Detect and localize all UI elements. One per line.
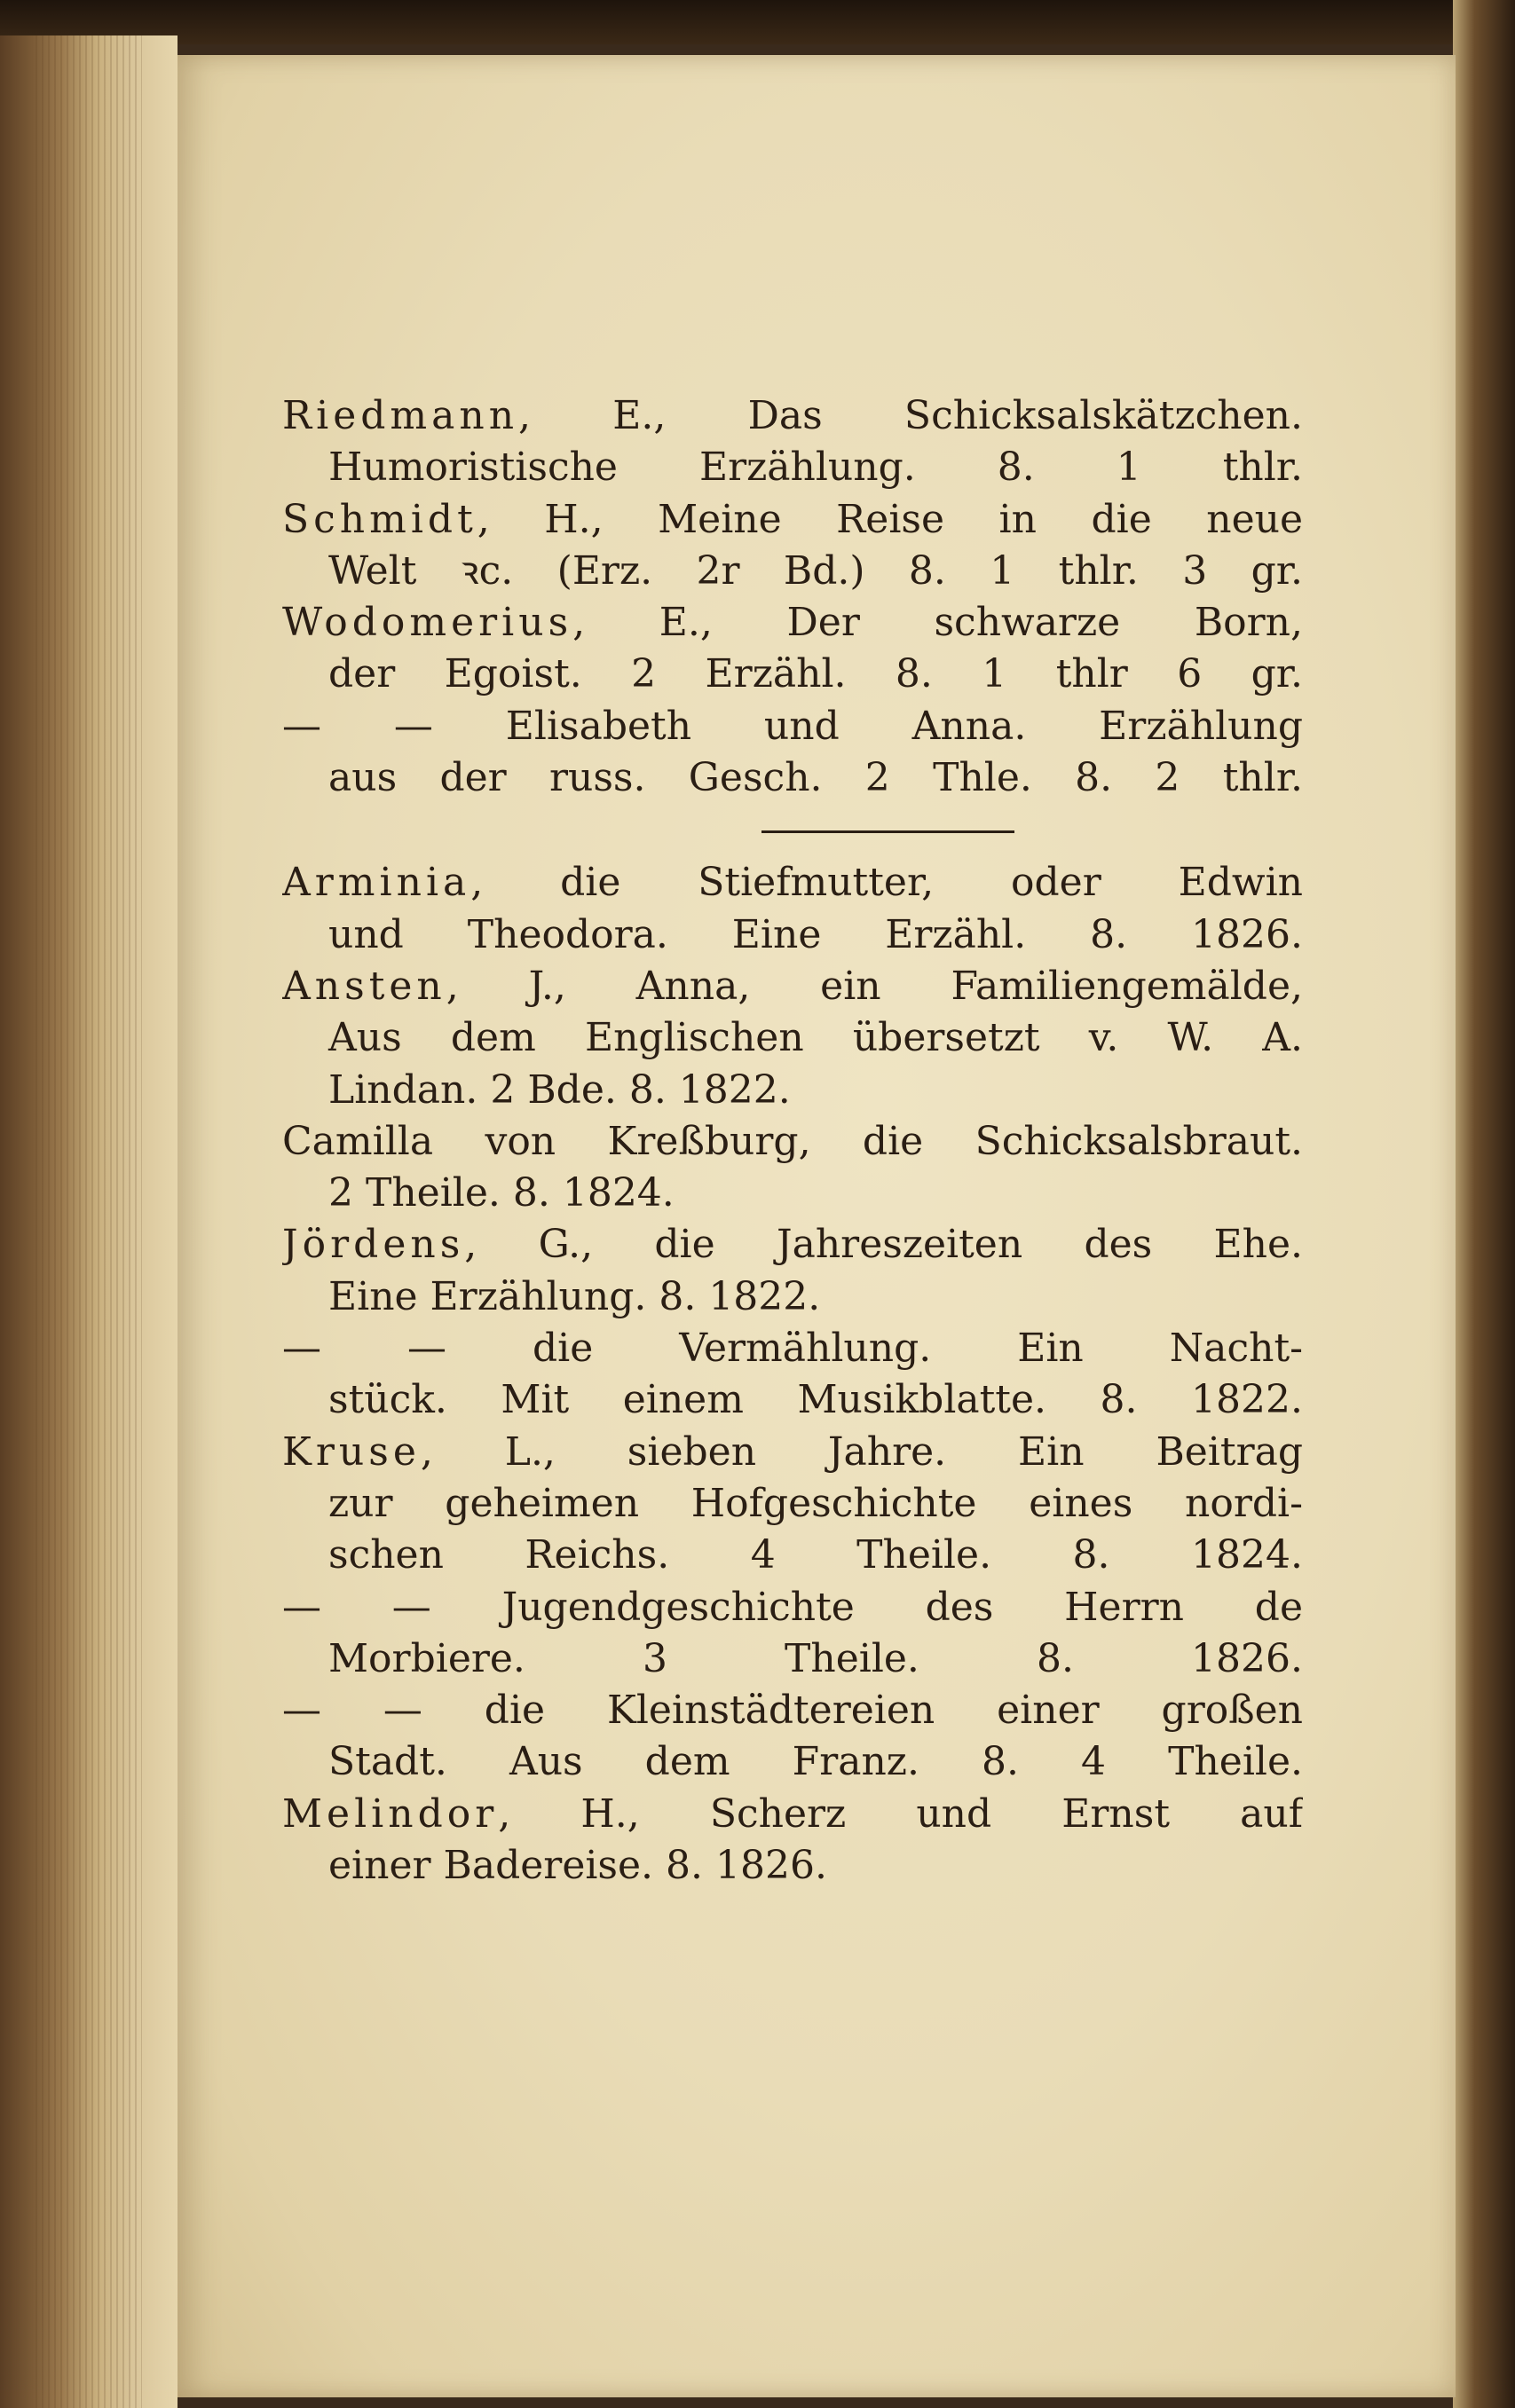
entry-line: [282, 1012, 1303, 1064]
entry-text: , E., Das Schicksalskätzchen.: [518, 393, 1303, 438]
entry-text: , die Stiefmutter, oder Edwin: [470, 860, 1303, 906]
author-name: Schmidt: [282, 496, 477, 542]
entry-line: [282, 1116, 1303, 1168]
entry-text: Eine Erzählung. 8. 1822.: [328, 1273, 821, 1319]
entry-text: und Theodora. Eine Erzähl. 8. 1826.: [328, 911, 1303, 957]
entry-text: Morbiere. 3 Theile. 8. 1826.: [328, 1635, 1303, 1681]
entry-line: [282, 494, 1303, 546]
catalog-entry: [282, 1789, 1303, 1893]
entry-line: [282, 1323, 1303, 1374]
catalog-entry: [282, 1427, 1303, 1582]
author-name: Wodomerius: [282, 600, 573, 646]
entry-line: [282, 909, 1303, 961]
author-name: Arminia: [282, 860, 471, 906]
entry-text: , G., die Jahreszeiten des Ehe.: [464, 1222, 1303, 1268]
entry-line: [282, 1789, 1303, 1840]
scan-background-top: [0, 0, 1515, 44]
entry-text: Humoristische Erzählung. 8. 1 thlr.: [328, 445, 1303, 491]
entry-text: Lindan. 2 Bde. 8. 1822.: [328, 1066, 791, 1113]
entry-line: [282, 1633, 1303, 1685]
entry-line: [282, 442, 1303, 493]
entry-line: [282, 701, 1303, 752]
entry-text: — — Jugendgeschichte des Herrn de: [282, 1584, 1303, 1630]
catalog-entry: [282, 1582, 1303, 1686]
entry-text: der Egoist. 2 Erzähl. 8. 1 thlr 6 gr.: [328, 651, 1303, 697]
catalog-text-block: [282, 390, 1303, 1892]
entry-line: [282, 546, 1303, 597]
entry-text: stück. Mit einem Musikblatte. 8. 1822.: [328, 1377, 1303, 1423]
book-right-edge: [1453, 0, 1515, 2408]
author-name: Jördens: [282, 1222, 465, 1268]
entry-text: , H., Scherz und Ernst auf: [498, 1790, 1303, 1837]
catalog-section-one: [282, 390, 1303, 804]
author-name: Ansten: [282, 963, 446, 1009]
entry-text: — — die Kleinstädtereien einer großen: [282, 1688, 1303, 1734]
entry-line: [282, 649, 1303, 700]
entry-line: [282, 597, 1303, 649]
entry-text: Stadt. Aus dem Franz. 8. 4 Theile.: [328, 1739, 1303, 1785]
catalog-entry: [282, 1219, 1303, 1323]
entry-line: [282, 1427, 1303, 1478]
catalog-entry: [282, 1323, 1303, 1427]
entry-line: [282, 1685, 1303, 1736]
entry-line: [282, 1065, 1303, 1116]
separator-rule: [761, 830, 1014, 833]
entry-text: , H., Meine Reise in die neue: [477, 496, 1303, 542]
entry-line: [282, 390, 1303, 442]
catalog-entry: [282, 857, 1303, 961]
entry-line: [282, 1374, 1303, 1426]
entry-line: [282, 1271, 1303, 1323]
catalog-entry: [282, 1685, 1303, 1789]
entry-line: [282, 1219, 1303, 1271]
entry-line: [282, 961, 1303, 1012]
catalog-entry: [282, 701, 1303, 805]
entry-text: — — Elisabeth und Anna. Erzählung: [282, 703, 1303, 749]
entry-text: Camilla von Kreßburg, die Schicksalsbraut.: [282, 1118, 1303, 1164]
entry-line: [282, 1736, 1303, 1788]
section-separator: [282, 804, 1303, 857]
author-name: Riedmann: [282, 393, 519, 438]
entry-line: [282, 1168, 1303, 1219]
entry-line: [282, 1582, 1303, 1633]
book-page-block-edge: [0, 35, 178, 2408]
catalog-entry: [282, 494, 1303, 598]
entry-line: [282, 857, 1303, 909]
entry-text: schen Reichs. 4 Theile. 8. 1824.: [328, 1532, 1303, 1578]
entry-text: zur geheimen Hofgeschichte eines nordi-: [328, 1480, 1303, 1526]
entry-line: [282, 1478, 1303, 1530]
catalog-section-two: [282, 857, 1303, 1892]
entry-text: einer Badereise. 8. 1826.: [328, 1843, 827, 1889]
entry-text: Welt ꝛc. (Erz. 2r Bd.) 8. 1 thlr. 3 gr.: [328, 547, 1303, 594]
entry-text: , L., sieben Jahre. Ein Beitrag: [420, 1428, 1303, 1475]
author-name: Kruse: [282, 1428, 421, 1475]
entry-line: [282, 752, 1303, 804]
entry-text: , E., Der schwarze Born,: [572, 600, 1303, 646]
entry-text: Aus dem Englischen übersetzt v. W. A.: [328, 1015, 1303, 1061]
entry-line: [282, 1530, 1303, 1581]
catalog-entry: [282, 390, 1303, 494]
author-name: Melindor: [282, 1790, 499, 1837]
entry-text: , J., Anna, ein Familiengemälde,: [446, 963, 1303, 1009]
catalog-entry: [282, 961, 1303, 1116]
catalog-entry: [282, 1116, 1303, 1220]
entry-text: 2 Theile. 8. 1824.: [328, 1170, 675, 1216]
catalog-entry: [282, 597, 1303, 701]
entry-text: — — die Vermählung. Ein Nacht-: [282, 1326, 1303, 1372]
entry-text: aus der russ. Gesch. 2 Thle. 8. 2 thlr.: [328, 755, 1303, 801]
entry-line: [282, 1840, 1303, 1892]
